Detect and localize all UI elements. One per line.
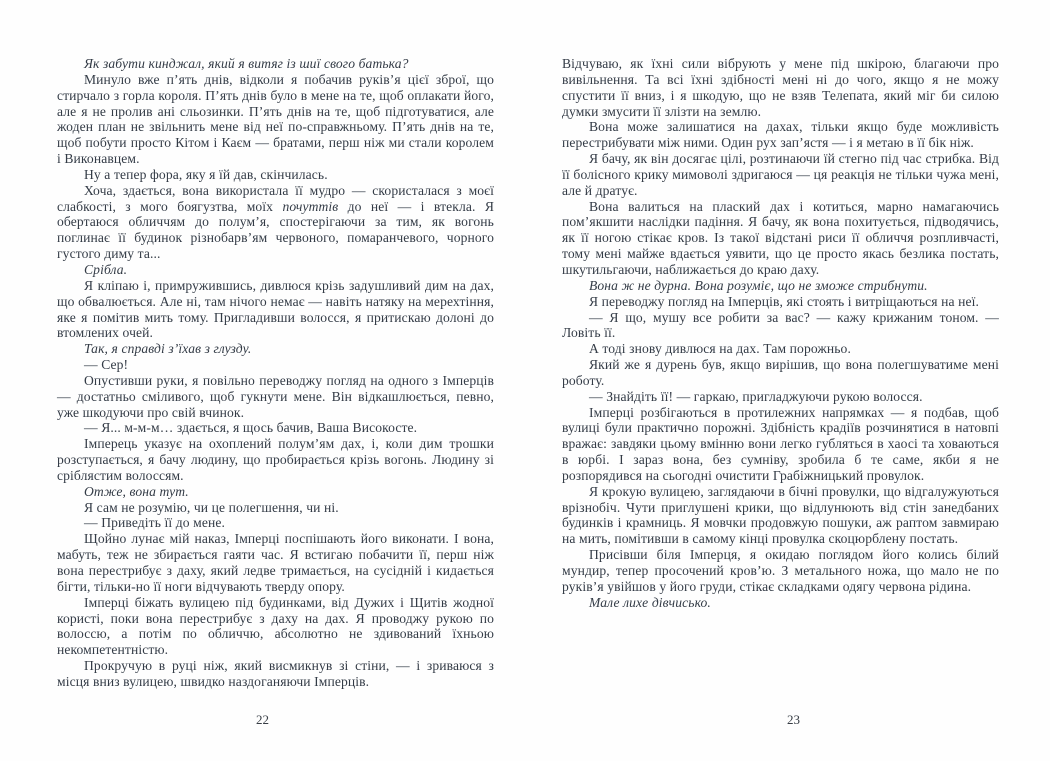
- text-run: Який же я дурень був, якщо вирішив, що вона полегшуватиме мені роботу.: [562, 357, 999, 388]
- paragraph: [562, 405, 999, 484]
- text-run: Срібла.: [84, 261, 128, 277]
- text-run: — Я що, мушу все робити за вас? — кажу крижаним тоном. — Ловіть її.: [562, 309, 999, 341]
- paragraph: [57, 500, 494, 516]
- text-run: Імперці розбігаються в протилежних напрямках — я подбав, щоб вулиці були практично порожні. Здібність крадіїв розчинятися в натовпі вражає: завдяки цьому вмінню вони легко губляться в хаосі та ховаються в юрбі. І зараз вона, без сумніву, зробила б те саме, якби я не розпорядився на сьогодні очистити Грабіжницький провулок.: [562, 404, 999, 483]
- paragraph: [562, 278, 999, 294]
- paragraph: [57, 341, 494, 357]
- paragraph: [57, 278, 494, 341]
- text-run: Вона ж не дурна. Вона розуміє, що не зможе стрибнути.: [589, 277, 928, 293]
- text-run: Вона валиться на плаский дах і котиться, марно намагаючись пом’якшити наслідки падіння. Я бачу, як вона похитується, підводячись, як її ногою стікає кров. Із такої відстані риси її обличчя розпливчасті, тому мені майже вдається уявити, що це просто якась безлика постать, шкутильгаючи, наближається до краю даху.: [562, 198, 999, 277]
- paragraph: [57, 262, 494, 278]
- text-run: Вона може залишатися на дахах, тільки якщо буде можливість перестрибувати між ними. Один рух зап’ястя — і я метаю в її бік ніж.: [562, 119, 999, 151]
- paragraph: [562, 119, 999, 151]
- paragraph: [562, 484, 999, 547]
- paragraph: [562, 389, 999, 405]
- text-run: Імперець указує на охоплений полум’ям дах, і, коли дим трошки розступається, я бачу людину, що пробирається крізь вогонь. Людину зі сріблястим волоссям.: [57, 436, 494, 483]
- text-run: — Знайдіть її! — гаркаю, пригладжуючи рукою волосся.: [589, 388, 923, 404]
- text-run: Імперці біжать вулицею під будинками, від Дужих і Щитів жодної користі, поки вона перестрибує з даху на дах. Я проводжу рукою по волоссю, а потім по обличчю, абсолютно не здивований їхньою некомпетентністю.: [57, 594, 494, 658]
- left-page-number: 22: [256, 712, 269, 727]
- text-run: Минуло вже п’ять днів, відколи я побачив руків’я цієї зброї, що стирчало з горла короля. П’ять днів було в мене на те, щоб оплакати його, але я не пролив ані сльозинки. П’ять днів на те, щоб підготуватися, але жоден план не звільнить мене від неї по-справжньому. П’ять днів на те, щоб побути просто Кітом і Каєм — братами, перш ніж ми стали королем і Виконавцем.: [57, 71, 494, 167]
- text-run: Хоча, здається, вона використала її мудро — скористалася з моєї слабкості, з мого боягузтва, моїх: [57, 182, 494, 214]
- text-run: почуттів: [282, 198, 339, 214]
- paragraph: [57, 56, 494, 72]
- right-page-text: [562, 56, 999, 611]
- text-run: Так, я справді з’їхав з глузду.: [84, 341, 252, 357]
- text-run: Прокручую в руці ніж, який висмикнув зі стіни, — і зриваюся з місця вниз вулицею, швидко наздоганяючи Імперців.: [57, 658, 494, 689]
- paragraph: [57, 183, 494, 262]
- paragraph: [562, 341, 999, 357]
- left-page-text: [57, 56, 494, 690]
- paragraph: [562, 310, 999, 342]
- text-run: — Я... м-м-м… здається, я щось бачив, Ваша Високосте.: [84, 420, 418, 436]
- text-run: до неї — і втекла. Я обертаюся обличчям до полум’я, спостерігаючи за тим, як вогонь поглинає її будинок різнобарв’ям червоного, помаранчевого, чорного густого диму та...: [57, 198, 494, 262]
- right-page-number: 23: [787, 712, 800, 727]
- paragraph: [562, 547, 999, 595]
- paragraph: [57, 595, 494, 658]
- paragraph: [57, 436, 494, 484]
- text-run: Отже, вона тут.: [84, 483, 189, 499]
- paragraph: [562, 199, 999, 278]
- paragraph: [57, 72, 494, 167]
- text-run: Я сам не розумію, чи це полегшення, чи ні.: [84, 499, 339, 515]
- text-run: — Приведіть її до мене.: [84, 515, 226, 531]
- paragraph: [57, 357, 494, 373]
- paragraph: [562, 595, 999, 611]
- paragraph: [562, 357, 999, 389]
- text-run: Щойно лунає мій наказ, Імперці поспішають його виконати. І вона, мабуть, теж не збирається гаяти час. Я встигаю побачити її, перш ніж вона перестрибує з даху, який ледве тримається, на сусідній і кидається бігти, тільки-но її ноги відчувають тверду опору.: [57, 531, 494, 594]
- paragraph: [562, 151, 999, 199]
- text-run: — Сер!: [84, 357, 129, 373]
- paragraph: [57, 515, 494, 531]
- text-run: Як забути кинджал, який я витяг із шиї свого батька?: [84, 56, 409, 71]
- paragraph: [562, 56, 999, 119]
- text-run: Я кліпаю і, примружившись, дивлюся крізь задушливий дим на дах, що обвалюється. Але ні, там нічого немає — навіть натяку на мерехтіння, яке я помітив мить тому. Пригладивши волосся, я притискаю долоні до втомлених очей.: [57, 277, 494, 341]
- paragraph: [57, 658, 494, 690]
- text-run: А тоді знову дивлюся на дах. Там порожньо.: [589, 341, 851, 357]
- text-run: Я переводжу погляд на Імперців, які стоять і витріщаються на неї.: [589, 293, 980, 309]
- paragraph: [57, 373, 494, 421]
- paragraph: [57, 167, 494, 183]
- paragraph: [562, 294, 999, 310]
- text-run: Опустивши руки, я повільно переводжу погляд на одного з Імперців — достатньо сміливого, щоб гукнути мене. Він відкашлюється, певно, уже шкодуючи про свій вчинок.: [57, 372, 494, 420]
- text-run: Ну а тепер фора, яку я їй дав, скінчилась.: [84, 166, 328, 182]
- text-run: Відчуваю, як їхні сили вібрують у мене під шкірою, благаючи про вивільнення. Та всі їхні здібності мені ні до чого, якщо я не можу спустити її вниз, і я шкодую, що не взяв Телепата, який міг би силою думки змусити її злізти на землю.: [562, 56, 999, 119]
- text-run: Я бачу, як він досягає цілі, розтинаючи їй стегно під час стрибка. Від її болісного крику мимоволі здригаюся — ця реакція не тільки чужа мені, але й дратує.: [562, 151, 999, 198]
- text-run: Я крокую вулицею, заглядаючи в бічні провулки, що відгалужуються врізнобіч. Чути приглушені крики, що відлунюють від стін занедбаних будинків і крамниць. Я мовчки продовжую пошуки, аж раптом завмираю на мить, помітивши в самому кінці провулка скоцюрблену постать.: [562, 483, 999, 547]
- text-run: Мале лихе дівчисько.: [589, 594, 711, 610]
- text-run: Присівши біля Імперця, я окидаю поглядом його колись білий мундир, тепер просочений кров’ю. З метального ножа, що мало не по руків’я увійшов у його груди, стікає складками одягу червона рідина.: [562, 547, 999, 594]
- paragraph: [57, 420, 494, 436]
- paragraph: [57, 531, 494, 594]
- paragraph: [57, 484, 494, 500]
